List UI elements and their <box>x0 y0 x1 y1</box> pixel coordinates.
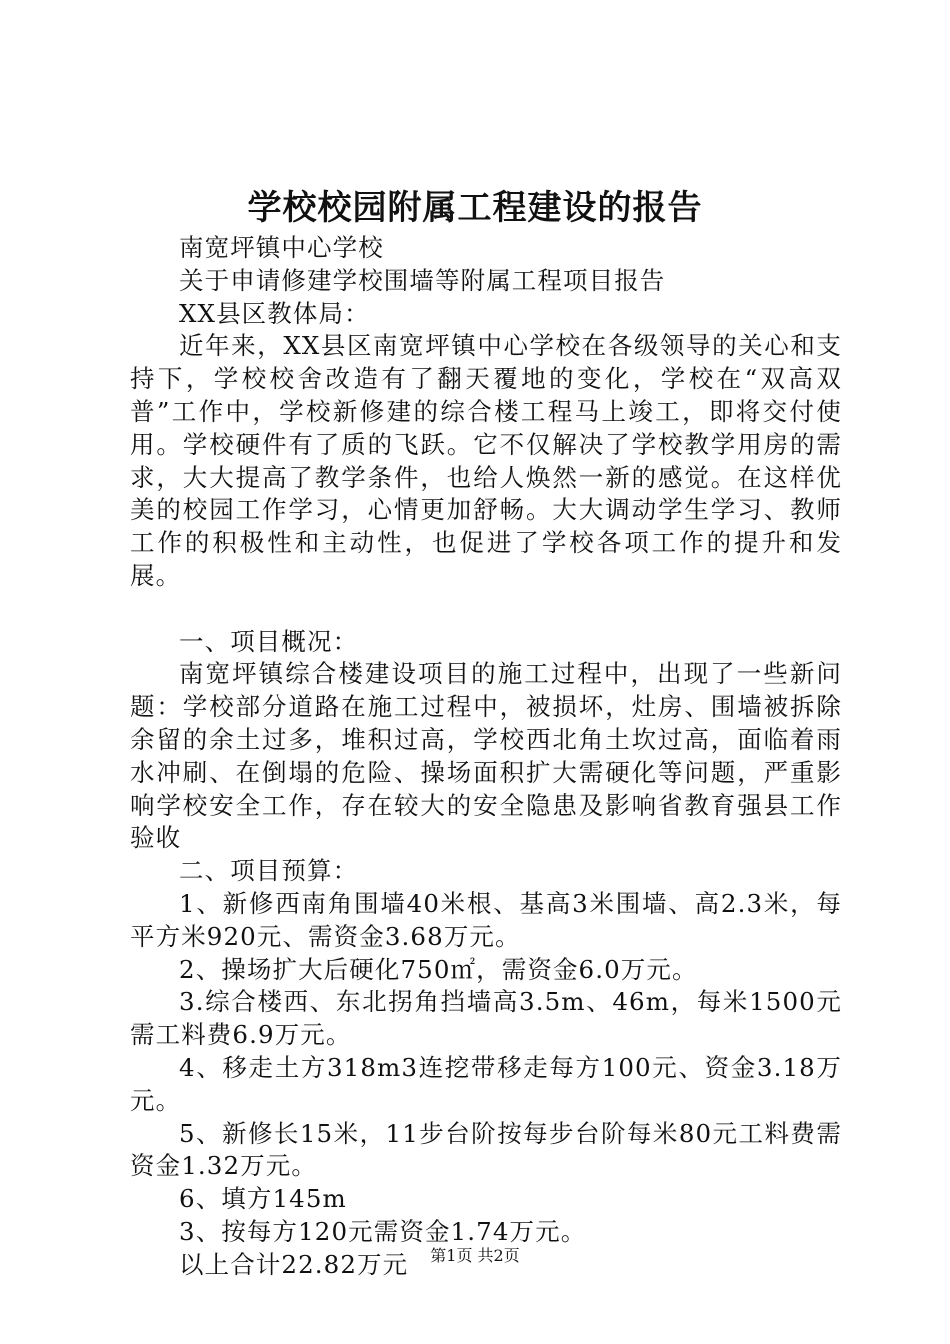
intro-paragraph: 近年来，XX县区南宽坪镇中心学校在各级领导的关心和支持下，学校校舍改造有了翻天覆地的变化，学校在“双高双普”工作中，学校新修建的综合楼工程马上竣工，即将交付使用。学校硬件有了质的飞跃。它不仅解决了学校教学用房的需求，大大提高了教学条件，也给人焕然一新的感觉。在这样优美的校园工作学习，心情更加舒畅。大大调动学生学习、教师工作的积极性和主动性，也促进了学校各项工作的提升和发展。 <box>130 331 842 590</box>
budget-item-6: 6、填方145m <box>179 1184 347 1214</box>
page-number-footer: 第1页 共2页 <box>430 1246 520 1265</box>
budget-item-1: 1、新修西南角围墙40米根、基高3米围墙、高2.3米，每平方米920元、需资金3.68万元。 <box>130 888 842 951</box>
document-body <box>130 232 842 1282</box>
report-subject-line: 关于申请修建学校围墙等附属工程项目报告 <box>179 265 666 295</box>
budget-item-5: 5、新修长15米，11步台阶按每步台阶每米80元工料费需资金1.32万元。 <box>130 1118 842 1181</box>
budget-item-3: 3.综合楼西、东北拐角挡墙高3.5m、46m，每米1500元需工料费6.9万元。 <box>130 987 842 1050</box>
budget-item-6-continued: 3、按每方120元需资金1.74万元。 <box>179 1216 587 1246</box>
budget-item-4: 4、移走土方318m3连挖带移走每方100元、资金3.18万元。 <box>130 1052 842 1115</box>
school-name-line: 南宽坪镇中心学校 <box>179 233 384 262</box>
overview-paragraph: 南宽坪镇综合楼建设项目的施工过程中，出现了一些新问题：学校部分道路在施工过程中，被损坏，灶房、围墙被拆除余留的余土过多，堆积过高，学校西北角土坎过高，面临着雨水冲刷、在倒塌的危险、操场面积扩大需硬化等问题，严重影响学校安全工作，存在较大的安全隐患及影响省教育强县工作验收 <box>130 659 842 853</box>
recipient-line: XX县区教体局： <box>179 298 370 328</box>
budget-total: 以上合计22.82万元 <box>179 1249 409 1279</box>
section-heading-budget: 二、项目预算： <box>179 856 359 886</box>
budget-item-2: 2、操场扩大后硬化750㎡，需资金6.0万元。 <box>179 954 698 984</box>
section-heading-overview: 一、项目概况： <box>179 626 359 656</box>
page-title: 学校校园附属工程建设的报告 <box>247 188 703 228</box>
